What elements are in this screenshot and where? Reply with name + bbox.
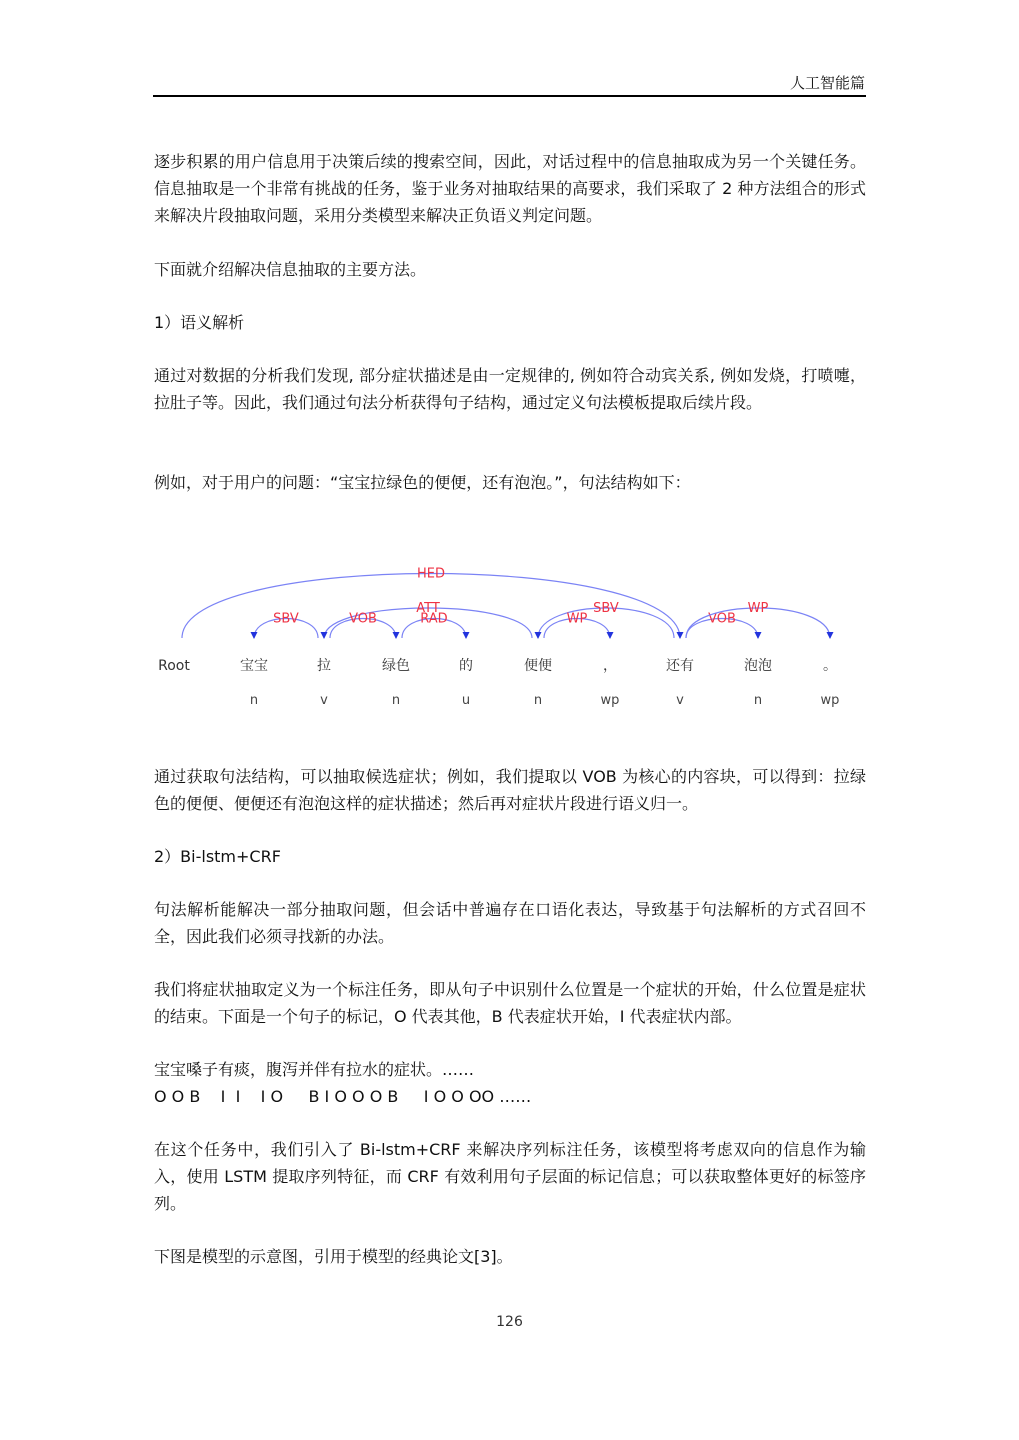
example-intro-paragraph: 例如，对于用户的问题：“宝宝拉绿色的便便，还有泡泡。”，句法结构如下： [154, 473, 691, 492]
running-header-title: 人工智能篇 [789, 74, 865, 92]
parse-token-pos-tag: n [533, 693, 543, 708]
parse-token-word: 拉 [317, 658, 331, 674]
section-heading-bilstm-crf: 2）Bi-lstm+CRF [154, 847, 281, 866]
parse-token-word: 宝宝 [240, 658, 268, 674]
dependency-arrowhead [535, 632, 542, 639]
parse-token-pos-tag: u [461, 693, 471, 708]
tagging-task-paragraph: 我们将症状抽取定义为一个标注任务，即从句子中识别什么位置是一个症状的开始，什么位置是症状的结束。下面是一个句子的标记，O 代表其他，B 代表症状开始，I 代表症状内部。 [154, 980, 866, 1026]
dependency-label-vob: VOB [708, 611, 736, 627]
parse-token-pos-tag: wp [600, 693, 620, 708]
parse-token-word: Root [158, 658, 190, 674]
parse-token-pos-tag: v [320, 693, 328, 708]
page-number: 126 [496, 1314, 523, 1330]
dependency-arrowhead [677, 632, 684, 639]
dependency-arrowhead [463, 632, 470, 639]
parse-token-pos-tag: v [676, 693, 684, 708]
parse-token-word: 泡泡 [744, 658, 772, 674]
parse-token-pos-tag: n [391, 693, 401, 708]
dependency-arrowhead [755, 632, 762, 639]
tagging-example-tags: O O B I I I O B I O O O B I O O OO …… [154, 1087, 532, 1106]
parse-token-word: ， [603, 658, 617, 674]
dependency-label-sbv: SBV [593, 601, 619, 616]
section-heading-semantic-parsing: 1）语义解析 [154, 313, 245, 332]
bilstm-crf-paragraph: 在这个任务中，我们引入了 Bi-lstm+CRF 来解决序列标注任务，该模型将考虑双向的信息作为输入，使用 LSTM 提取序列特征，而 CRF 有效利用句子层面的标记信息；可以获取整体更好的标签序列。 [154, 1140, 866, 1213]
intro-paragraph: 逐步积累的用户信息用于决策后续的搜索空间，因此，对话过程中的信息抽取成为另一个关键任务。信息抽取是一个非常有挑战的任务，鉴于业务对抽取结果的高要求，我们采取了 2 种方法组合的形式来解决片段抽取问题，采用分类模型来解决正负语义判定问题。 [154, 152, 866, 225]
dependency-label-vob: VOB [349, 611, 377, 627]
parsing-limitation-paragraph: 句法解析能解决一部分抽取问题，但会话中普遍存在口语化表达，导致基于句法解析的方式召回不全，因此我们必须寻找新的办法。 [154, 900, 866, 946]
parse-token-word: 便便 [524, 658, 552, 674]
tagging-example [154, 1056, 866, 1110]
semantic-parsing-paragraph: 通过对数据的分析我们发现, 部分症状描述是由一定规律的, 例如符合动宾关系, 例如发烧，打喷嚏，拉肚子等。因此，我们通过句法分析获得句子结构，通过定义句法模板提取后续片段。 [154, 366, 866, 412]
parse-token-word: 还有 [666, 658, 694, 674]
methods-lead-paragraph: 下面就介绍解决信息抽取的主要方法。 [154, 260, 427, 279]
dependency-arrowhead [321, 632, 328, 639]
dependency-label-wp: WP [747, 601, 769, 616]
dependency-label-wp: WP [566, 611, 588, 627]
dependency-arrowhead [827, 632, 834, 639]
parse-token-pos-tag: wp [820, 693, 840, 708]
parse-token-word: 绿色 [382, 658, 410, 674]
dependency-label-rad: RAD [420, 611, 448, 627]
parse-token-pos-tag: n [249, 693, 259, 708]
dependency-label-sbv: SBV [273, 611, 299, 627]
header-rule [153, 95, 866, 97]
dependency-arrowhead [607, 632, 614, 639]
candidate-symptom-paragraph: 通过获取句法结构，可以抽取候选症状；例如，我们提取以 VOB 为核心的内容块，可以得到：拉绿色的便便、便便还有泡泡这样的症状描述；然后再对症状片段进行语义归一。 [154, 767, 866, 813]
parse-token-pos-tag: n [753, 693, 763, 708]
dependency-parse-diagram [150, 530, 850, 715]
dependency-label-hed: HED [417, 566, 445, 582]
dependency-arrowhead [393, 632, 400, 639]
model-figure-intro-paragraph: 下图是模型的示意图，引用于模型的经典论文[3]。 [154, 1247, 513, 1266]
tagging-example-sentence: 宝宝嗓子有痰，腹泻并伴有拉水的症状。…… [154, 1060, 475, 1079]
dependency-label-att: ATT [416, 601, 440, 616]
parse-token-word: 。 [823, 658, 837, 674]
parse-token-word: 的 [459, 658, 473, 674]
dependency-arrowhead [251, 632, 258, 639]
